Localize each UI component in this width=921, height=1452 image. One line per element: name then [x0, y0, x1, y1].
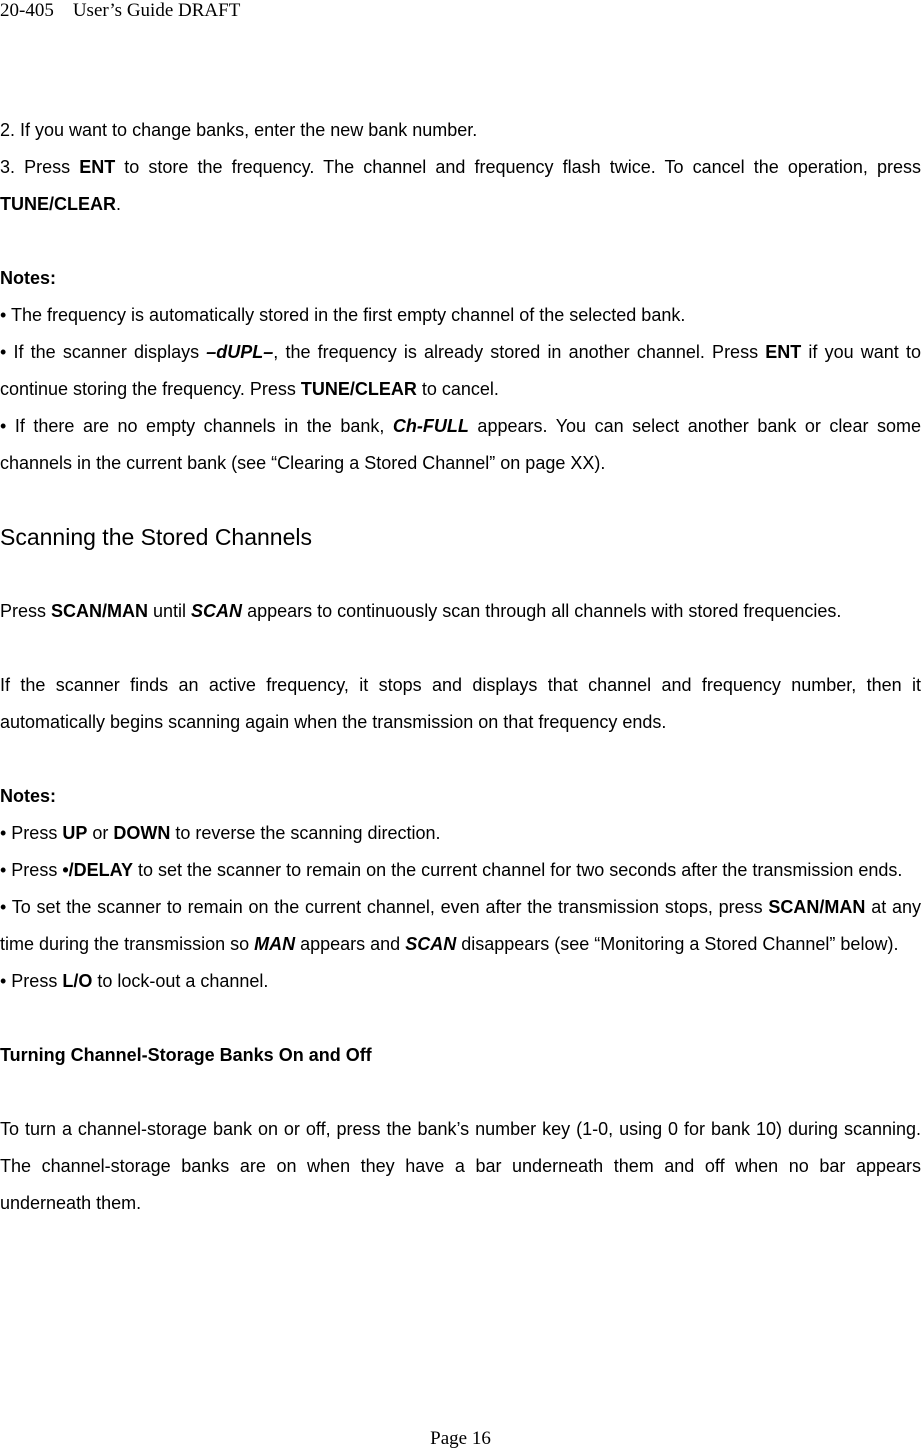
text: • Press [0, 971, 63, 991]
text: disappears (see “Monitoring a Stored Channel” below). [456, 934, 899, 954]
key-delay: •/DELAY [62, 860, 133, 880]
subsection-title: Turning Channel-Storage Banks On and Off [0, 1045, 372, 1065]
text: , the frequency is already stored in another channel. Press [273, 342, 766, 362]
text: • Press [0, 860, 63, 880]
note-duplicate [0, 334, 921, 408]
key-tune-clear: TUNE/CLEAR [0, 194, 116, 214]
text: • Press [0, 823, 63, 843]
note-lockout [0, 963, 921, 1000]
key-ent: ENT [765, 342, 802, 362]
text: appears. You can select another bank or clear some channels in the current bank (see “Clearing a Stored Channel” on page XX). [0, 416, 921, 473]
display-ch-full: Ch-FULL [392, 416, 469, 436]
text: . [116, 194, 122, 214]
display-scan: SCAN [405, 934, 457, 954]
text: to lock-out a channel. [92, 971, 269, 991]
key-scan-man: SCAN/MAN [51, 601, 149, 621]
text: Press [0, 601, 52, 621]
text: 3. Press [0, 157, 80, 177]
key-ent: ENT [79, 157, 116, 177]
text: at any time during the transmission so [0, 897, 921, 954]
key-down: DOWN [113, 823, 171, 843]
note-direction [0, 815, 921, 852]
text: to reverse the scanning direction. [170, 823, 441, 843]
key-up: UP [62, 823, 88, 843]
display-scan: SCAN [191, 601, 243, 621]
key-lo: L/O [62, 971, 93, 991]
display-dupl: –dUPL– [206, 342, 274, 362]
step-3 [0, 149, 921, 223]
note-delay [0, 852, 921, 889]
text: • If there are no empty channels in the bank, [0, 416, 393, 436]
text: to set the scanner to remain on the current channel for two seconds after the transmission ends. [132, 860, 903, 880]
page-header: 20-405 User’s Guide DRAFT [0, 0, 241, 21]
text: • To set the scanner to remain on the current channel, even after the transmission stops, press [0, 897, 769, 917]
text: or [87, 823, 114, 843]
key-tune-clear: TUNE/CLEAR [300, 379, 417, 399]
banks-paragraph: To turn a channel-storage bank on or off, press the bank’s number key (1-0, using 0 for bank 10) during scanning. The channel-storage banks are on when they have a bar underneath them and off when no bar appears underneath them. [0, 1119, 921, 1213]
document-body [0, 112, 921, 1222]
note-first-empty-channel: • The frequency is automatically stored in the first empty channel of the selected bank. [0, 305, 686, 325]
active-frequency-paragraph: If the scanner finds an active frequency, it stops and displays that channel and frequency number, then it automatically begins scanning again when the transmission on that frequency ends. [0, 675, 921, 732]
text: • If the scanner displays [0, 342, 207, 362]
step-2: 2. If you want to change banks, enter the new bank number. [0, 120, 478, 140]
notes-heading: Notes: [0, 786, 57, 806]
scan-paragraph [0, 593, 921, 630]
note-bank-full [0, 408, 921, 482]
section-title: Scanning the Stored Channels [0, 524, 312, 550]
text: if you want to continue storing the frequency. Press [0, 342, 921, 399]
key-scan-man: SCAN/MAN [768, 897, 866, 917]
note-monitor [0, 889, 921, 963]
text: appears to continuously scan through all channels with stored frequencies. [242, 601, 842, 621]
page-number: Page 16 [430, 1428, 491, 1449]
display-man: MAN [254, 934, 296, 954]
notes-heading: Notes: [0, 268, 57, 288]
text: appears and [295, 934, 406, 954]
text: until [148, 601, 192, 621]
text: to store the frequency. The channel and frequency flash twice. To cancel the operation, press [115, 157, 921, 177]
text: to cancel. [416, 379, 499, 399]
